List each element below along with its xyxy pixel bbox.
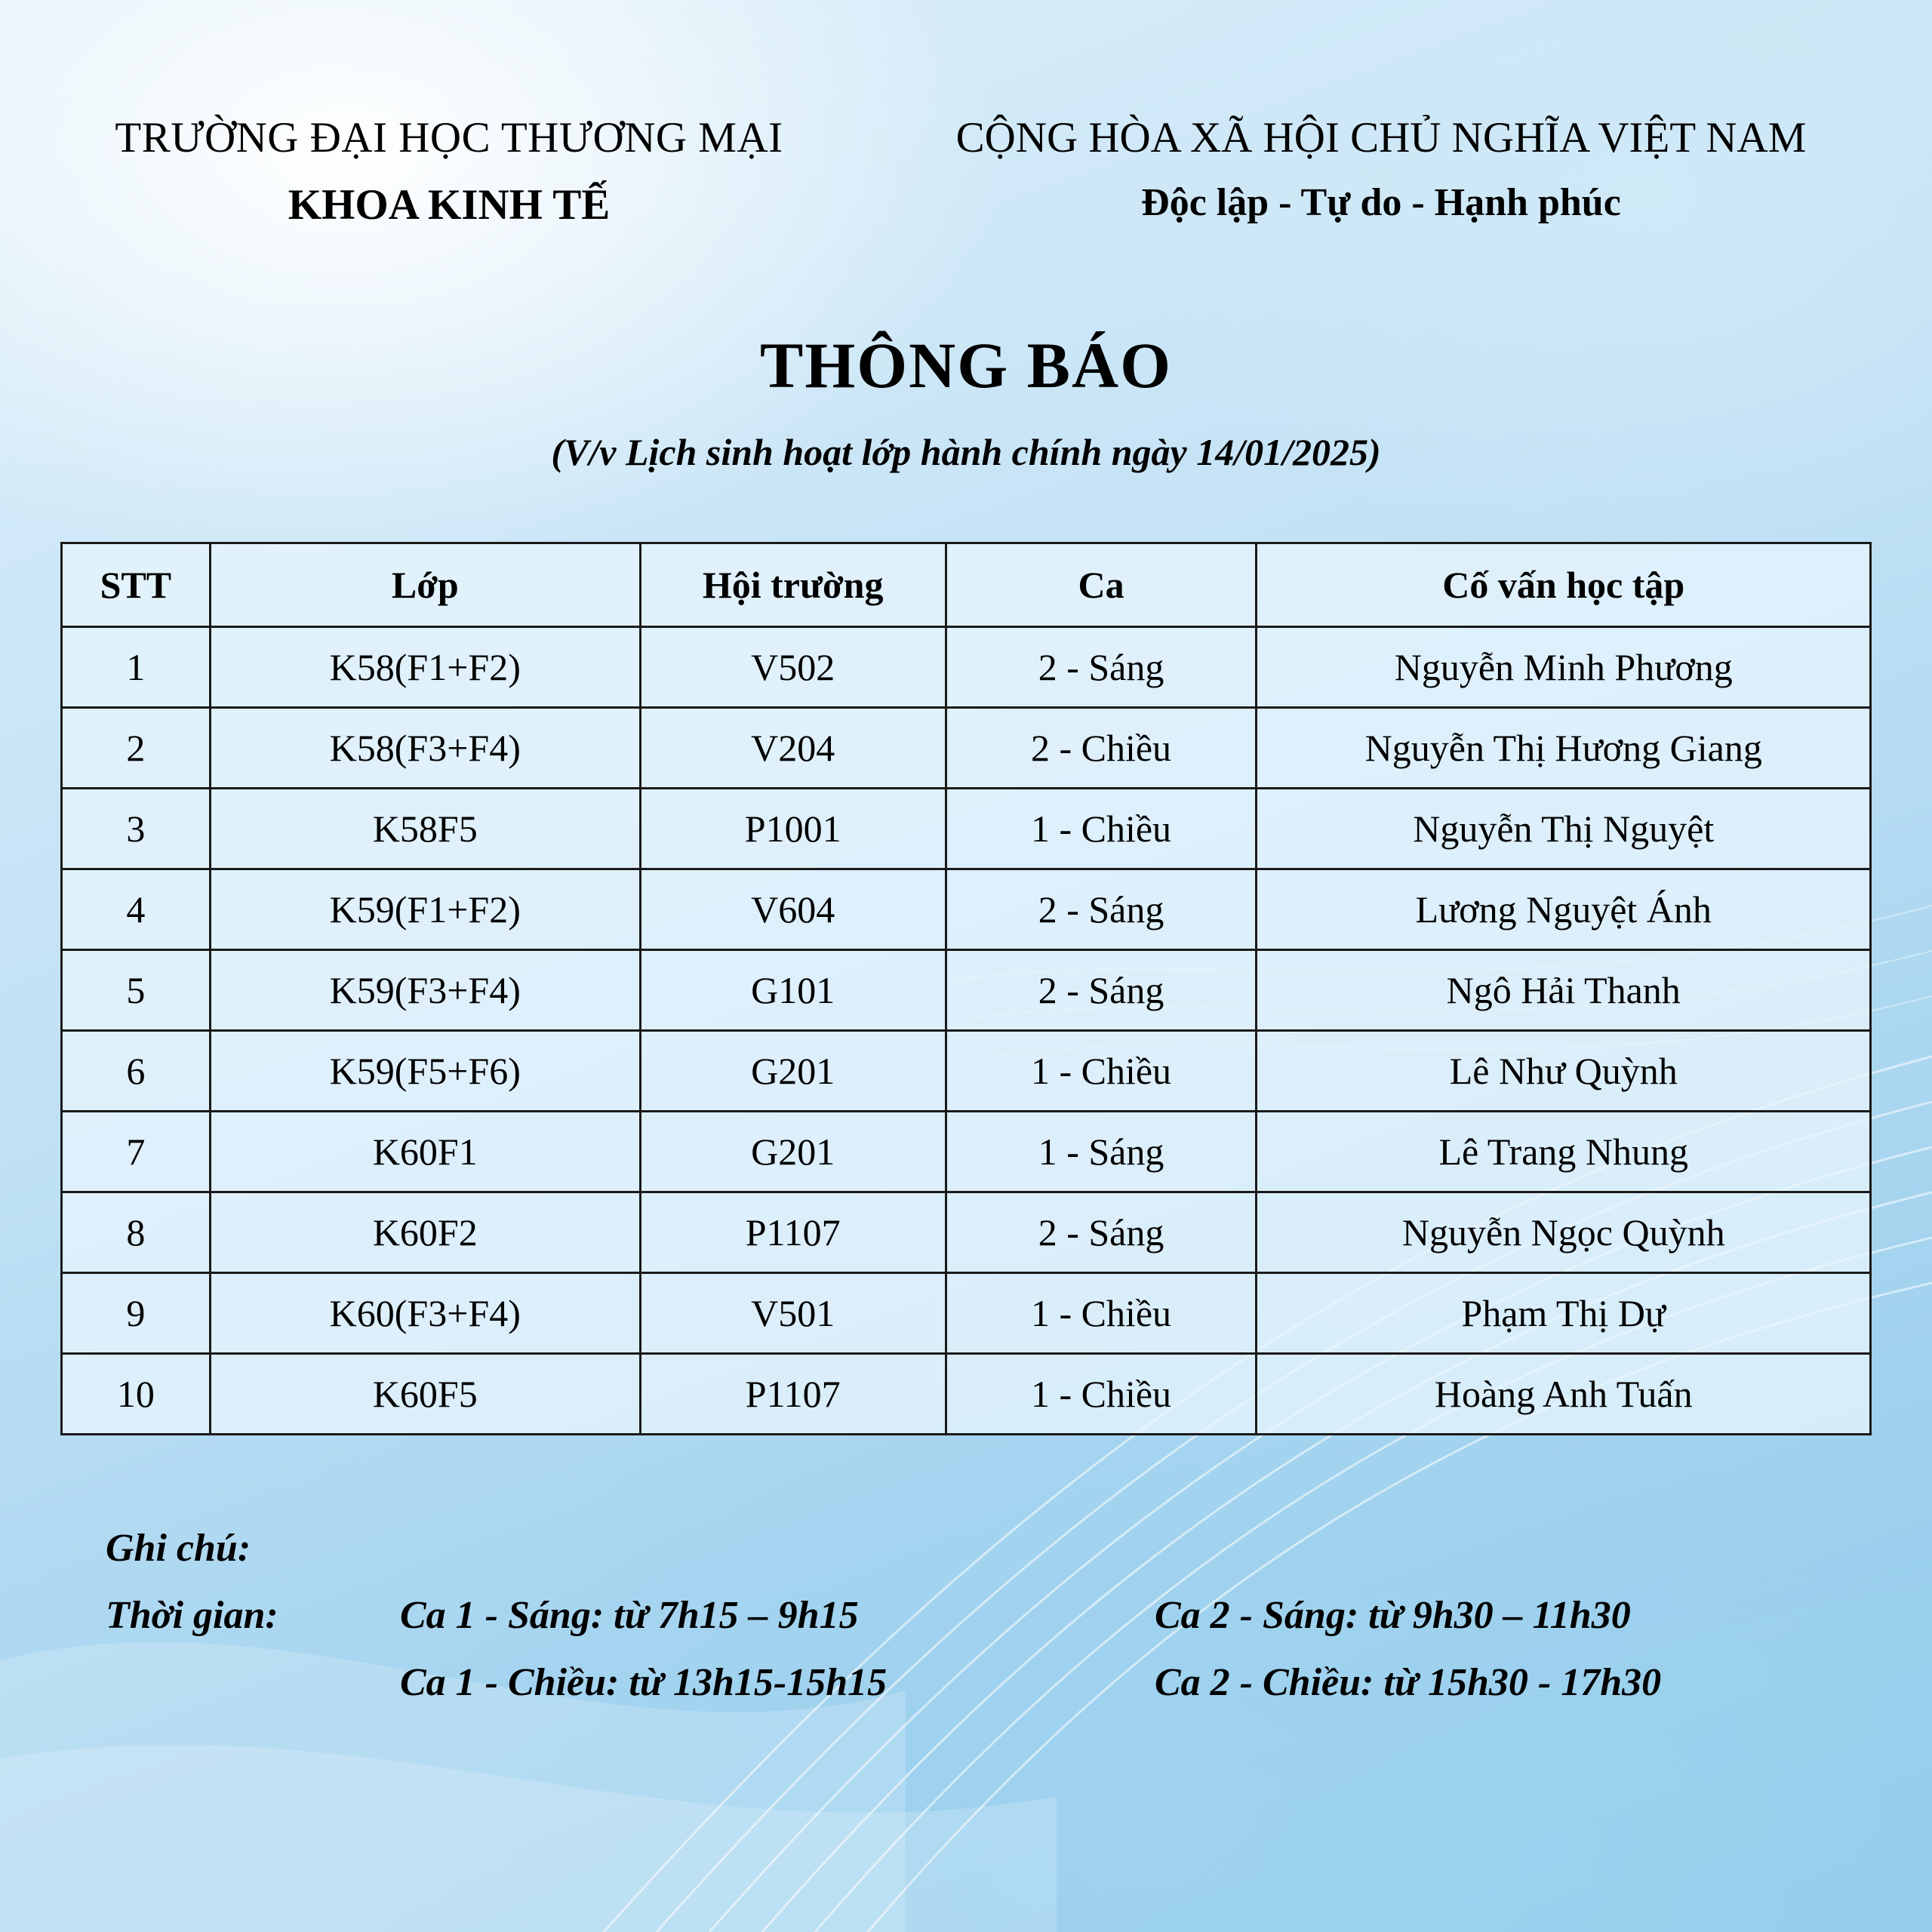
cell-class: K59(F5+F6) — [210, 1031, 640, 1112]
table-row — [62, 1354, 1871, 1435]
note-shift1-morning: Ca 1 - Sáng: từ 7h15 – 9h15 — [400, 1594, 859, 1637]
page-title: THÔNG BÁO — [759, 329, 1172, 401]
cell-advisor: Ngô Hải Thanh — [1257, 950, 1871, 1031]
cell-stt: 2 — [62, 708, 211, 789]
cell-shift: 2 - Sáng — [946, 950, 1257, 1031]
cell-shift: 1 - Chiều — [946, 1354, 1257, 1435]
table-row — [62, 627, 1871, 708]
cell-shift: 1 - Sáng — [946, 1112, 1257, 1192]
cell-shift: 2 - Sáng — [946, 869, 1257, 950]
cell-stt: 9 — [62, 1273, 211, 1354]
university-name: TRƯỜNG ĐẠI HỌC THƯƠNG MẠI — [115, 114, 783, 162]
cell-shift: 2 - Chiều — [946, 708, 1257, 789]
cell-class: K59(F3+F4) — [210, 950, 640, 1031]
title-block — [0, 328, 1932, 474]
cell-class: K60F1 — [210, 1112, 640, 1192]
cell-shift: 2 - Sáng — [946, 627, 1257, 708]
cell-class: K60F5 — [210, 1354, 640, 1435]
cell-shift: 2 - Sáng — [946, 1192, 1257, 1273]
cell-advisor: Hoàng Anh Tuấn — [1257, 1354, 1871, 1435]
cell-stt: 7 — [62, 1112, 211, 1192]
cell-hall: V501 — [640, 1273, 946, 1354]
cell-stt: 1 — [62, 627, 211, 708]
cell-class: K60(F3+F4) — [210, 1273, 640, 1354]
table-row — [62, 708, 1871, 789]
cell-hall: V604 — [640, 869, 946, 950]
table-row — [62, 950, 1871, 1031]
cell-advisor: Nguyễn Thị Hương Giang — [1257, 708, 1871, 789]
cell-class: K60F2 — [210, 1192, 640, 1273]
notes-title: Ghi chú: — [106, 1527, 251, 1570]
table-row — [62, 869, 1871, 950]
faculty-name: KHOA KINH TẾ — [288, 181, 611, 229]
cell-hall: V204 — [640, 708, 946, 789]
cell-hall: G201 — [640, 1112, 946, 1192]
column-header-class: Lớp — [210, 543, 640, 627]
cell-class: K58F5 — [210, 789, 640, 869]
column-header-stt: STT — [62, 543, 211, 627]
cell-hall: V502 — [640, 627, 946, 708]
table-row — [62, 1031, 1871, 1112]
column-header-hall: Hội trường — [640, 543, 946, 627]
cell-hall: G101 — [640, 950, 946, 1031]
national-heading-block — [875, 113, 1887, 229]
cell-stt: 8 — [62, 1192, 211, 1273]
country-name: CỘNG HÒA XÃ HỘI CHỦ NGHĨA VIỆT NAM — [955, 114, 1807, 162]
cell-hall: P1107 — [640, 1354, 946, 1435]
cell-advisor: Nguyễn Ngọc Quỳnh — [1257, 1192, 1871, 1273]
notes-row-morning — [106, 1593, 1841, 1638]
cell-stt: 3 — [62, 789, 211, 869]
schedule-table-wrapper — [60, 542, 1872, 1435]
note-shift2-afternoon: Ca 2 - Chiều: từ 15h30 - 17h30 — [1155, 1661, 1662, 1704]
cell-stt: 6 — [62, 1031, 211, 1112]
organization-block — [23, 113, 875, 229]
notes-row-afternoon — [106, 1660, 1841, 1705]
cell-shift: 1 - Chiều — [946, 1031, 1257, 1112]
cell-hall: P1001 — [640, 789, 946, 869]
note-shift1-afternoon: Ca 1 - Chiều: từ 13h15-15h15 — [400, 1661, 888, 1704]
cell-advisor: Lương Nguyệt Ánh — [1257, 869, 1871, 950]
cell-shift: 1 - Chiều — [946, 1273, 1257, 1354]
cell-class: K58(F3+F4) — [210, 708, 640, 789]
table-row — [62, 1273, 1871, 1354]
column-header-shift: Ca — [946, 543, 1257, 627]
cell-class: K59(F1+F2) — [210, 869, 640, 950]
cell-advisor: Phạm Thị Dự — [1257, 1273, 1871, 1354]
national-motto: Độc lập - Tự do - Hạnh phúc — [1141, 181, 1621, 224]
cell-class: K58(F1+F2) — [210, 627, 640, 708]
cell-stt: 4 — [62, 869, 211, 950]
cell-stt: 5 — [62, 950, 211, 1031]
cell-hall: P1107 — [640, 1192, 946, 1273]
column-header-advisor: Cố vấn học tập — [1257, 543, 1871, 627]
document-header — [0, 0, 1932, 229]
table-row — [62, 1112, 1871, 1192]
note-shift2-morning: Ca 2 - Sáng: từ 9h30 – 11h30 — [1155, 1594, 1631, 1637]
table-header-row — [62, 543, 1871, 627]
table-row — [62, 789, 1871, 869]
notes-section — [106, 1526, 1841, 1705]
schedule-table — [60, 542, 1872, 1435]
cell-hall: G201 — [640, 1031, 946, 1112]
cell-shift: 1 - Chiều — [946, 789, 1257, 869]
cell-advisor: Nguyễn Thị Nguyệt — [1257, 789, 1871, 869]
notes-time-label: Thời gian: — [106, 1594, 278, 1637]
cell-advisor: Lê Trang Nhung — [1257, 1112, 1871, 1192]
cell-advisor: Lê Như Quỳnh — [1257, 1031, 1871, 1112]
cell-advisor: Nguyễn Minh Phương — [1257, 627, 1871, 708]
page-subtitle: (V/v Lịch sinh hoạt lớp hành chính ngày 14/01/2025) — [551, 431, 1381, 473]
table-row — [62, 1192, 1871, 1273]
cell-stt: 10 — [62, 1354, 211, 1435]
